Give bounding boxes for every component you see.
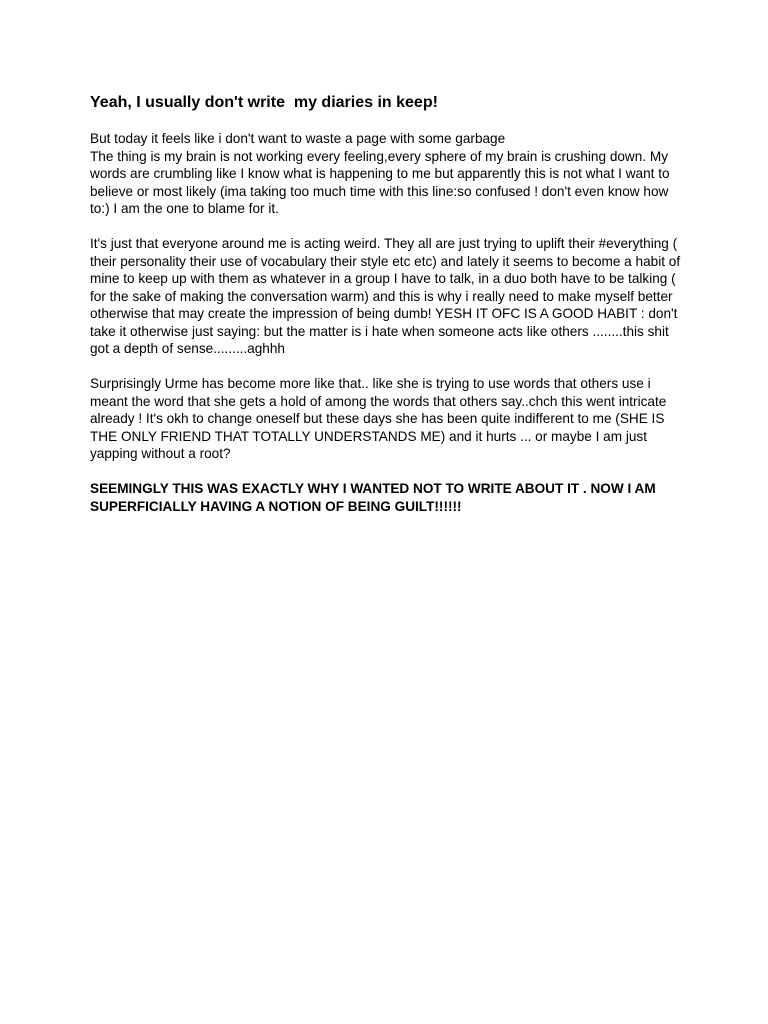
paragraph-conclusion: SEEMINGLY THIS WAS EXACTLY WHY I WANTED NOT TO WRITE ABOUT IT . NOW I AM SUPERFICIALLY HAVING A NOTION OF BEING GUILT!!!!!! <box>90 481 660 514</box>
paragraph-everyone-weird: It's just that everyone around me is acting weird. They all are just trying to uplift their #everything ( their personality their use of vocabulary their style etc etc) and lately it seems to become a habit of mine to keep up with them as whatever in a group I have to talk, in a duo both have to be talking ( for the sake of making the conversation warm) and this is why i really need to make myself better otherwise that may create the impression of being dumb! YESH IT OFC IS A GOOD HABIT : don't take it otherwise just saying: but the matter is i hate when someone acts like others ........this shit got a depth of sense.........aghhh <box>90 236 684 356</box>
document-title: Yeah, I usually don't write my diaries in keep! <box>90 94 438 111</box>
paragraph-urme: Surprisingly Urme has become more like that.. like she is trying to use words that others use i meant the word that she gets a hold of among the words that others say..chch this went intricate already ! It's okh to change oneself but these days she has been quite indifferent to me (SHE IS THE ONLY FRIEND THAT TOTALLY UNDERSTANDS ME) and it hurts ... or maybe I am just yapping without a root? <box>90 376 671 461</box>
document-page <box>90 92 690 533</box>
paragraph-intro: But today it feels like i don't want to waste a page with some garbage The thing is my brain is not working every feeling,every sphere of my brain is crushing down. My words are crumbling like I know what is happening to me but apparently this is not what I want to believe or most likely (ima taking too much time with this line:so confused ! don't even know how to:) I am the one to blame for it. <box>90 131 670 216</box>
